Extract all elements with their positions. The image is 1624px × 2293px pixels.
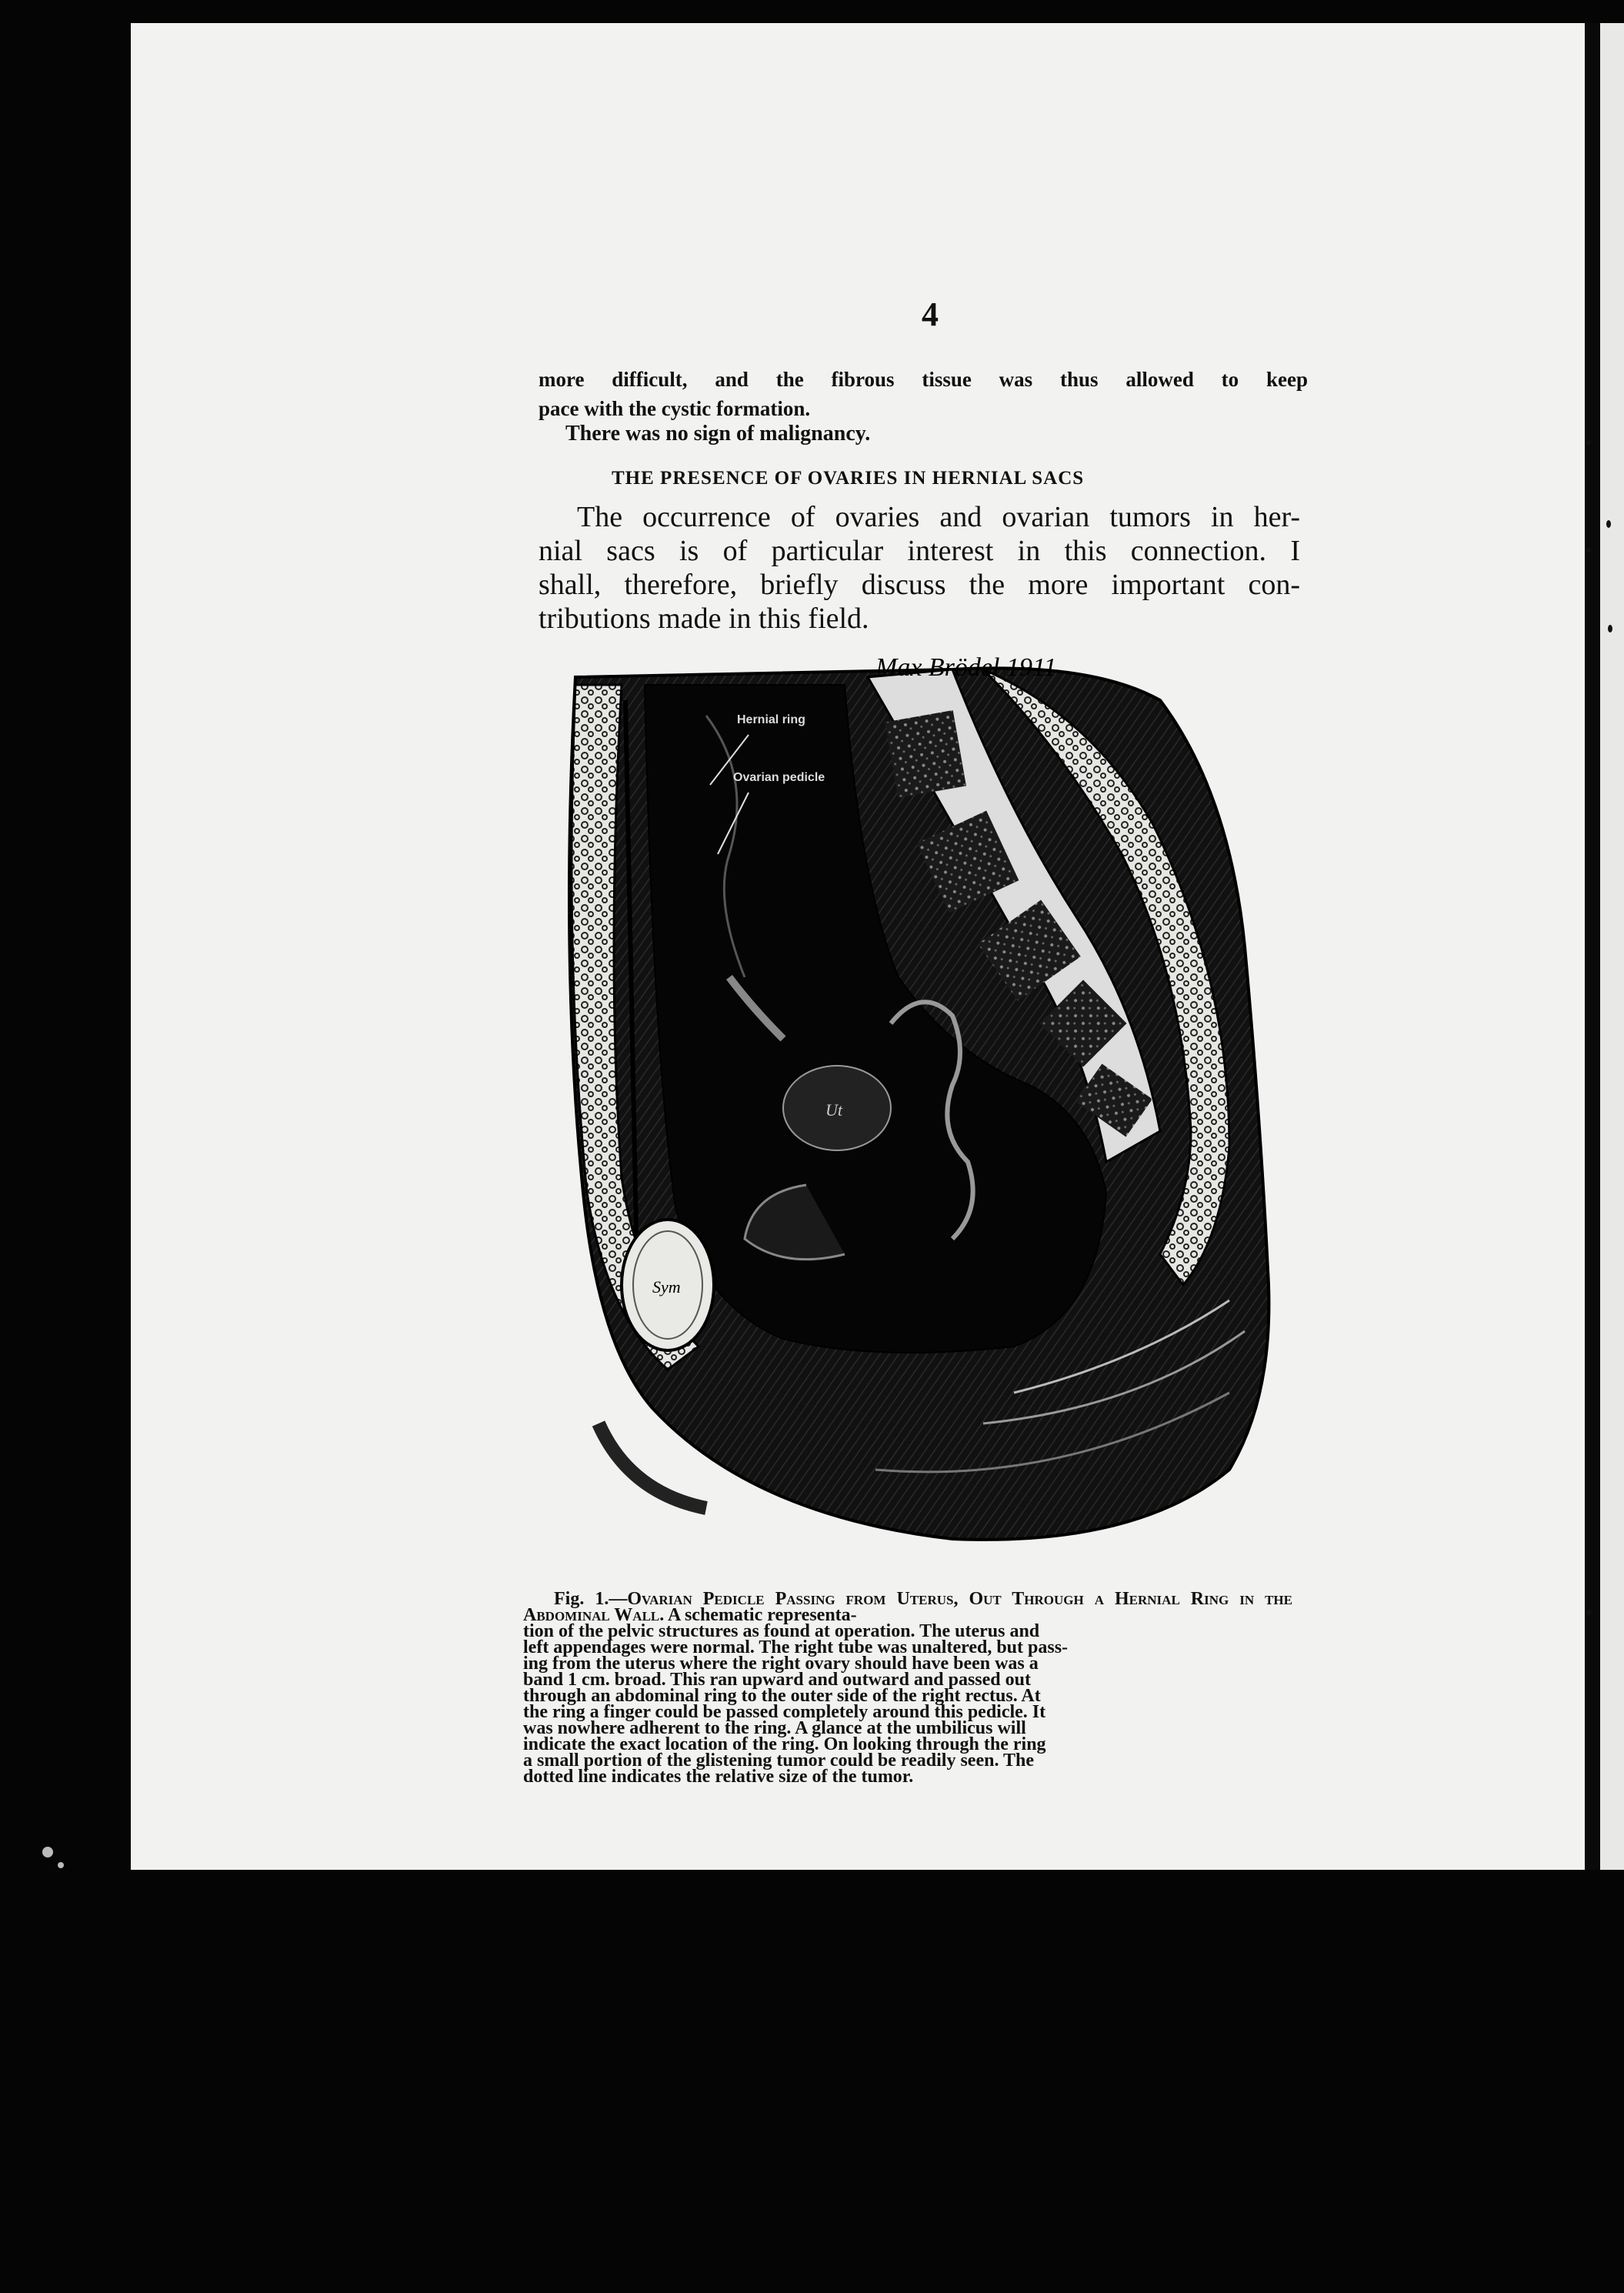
scan-speck [42, 1847, 53, 1857]
text-line: more difficult, and the fibrous tissue was thus allowed to keep [539, 368, 1308, 391]
text-line: nial sacs is of particular interest in this connection. I [539, 535, 1300, 567]
caption-line: dotted line indicates the relative size of the tumor. [523, 1767, 914, 1787]
scan-speck [58, 1862, 64, 1868]
caption-line: a small portion of the glistening tumor could be readily seen. The [523, 1751, 1035, 1771]
label-ovarian-pedicle: Ovarian pedicle [733, 771, 825, 784]
figure-caption [523, 1591, 1292, 1785]
edge-mark [1586, 1610, 1591, 1616]
malignancy-note: There was no sign of malignancy. [565, 422, 871, 446]
caption-line: through an abdominal ring to the outer side of the right rectus. At [523, 1686, 1041, 1706]
page-number: 4 [922, 295, 939, 333]
edge-mark [1586, 548, 1591, 552]
caption-line: band 1 cm. broad. This ran upward and outward and passed out [523, 1670, 1031, 1690]
section-heading: THE PRESENCE OF OVARIES IN HERNIAL SACS [612, 468, 1085, 489]
continuation-paragraph [539, 365, 1308, 423]
edge-mark [1606, 520, 1611, 528]
caption-line: ing from the uterus where the right ovary should have been was a [523, 1654, 1039, 1674]
label-hernial-ring: Hernial ring [737, 713, 805, 726]
caption-line: indicate the exact location of the ring. On looking through the ring [523, 1734, 1046, 1754]
text-line: The occurrence of ovaries and ovarian tumors in her- [577, 501, 1300, 533]
page-gutter [1585, 23, 1600, 1870]
caption-line: A schematic representa- [667, 1605, 857, 1625]
label-uterus: Ut [825, 1100, 842, 1120]
anatomical-illustration [552, 654, 1299, 1562]
edge-mark [1608, 625, 1612, 632]
caption-title: Ovarian Pedicle Passing from Uterus, Out Through a Hernial Ring in the Abdominal Wall. [523, 1589, 1292, 1625]
text-line: pace with the cystic formation. [539, 397, 811, 420]
text-line: tributions made in this field. [539, 602, 869, 635]
caption-line: was nowhere adherent to the ring. A glance at the umbilicus will [523, 1718, 1026, 1738]
caption-line: the ring a finger could be passed completely around this pedicle. It [523, 1702, 1046, 1722]
intro-paragraph [539, 500, 1300, 636]
label-symphysis: Sym [652, 1277, 681, 1297]
text-line: shall, therefore, briefly discuss the more important con- [539, 569, 1300, 601]
artist-signature: Max Brödel 1911 [875, 654, 1057, 682]
caption-fig-label: Fig. 1.— [554, 1589, 628, 1609]
pelvis-cross-section-drawing [552, 654, 1299, 1562]
caption-line: left appendages were normal. The right tube was unaltered, but pass- [523, 1637, 1069, 1657]
edge-mark [1586, 440, 1591, 445]
caption-line: tion of the pelvic structures as found at operation. The uterus and [523, 1621, 1040, 1641]
facing-page-edge [1600, 23, 1624, 1870]
